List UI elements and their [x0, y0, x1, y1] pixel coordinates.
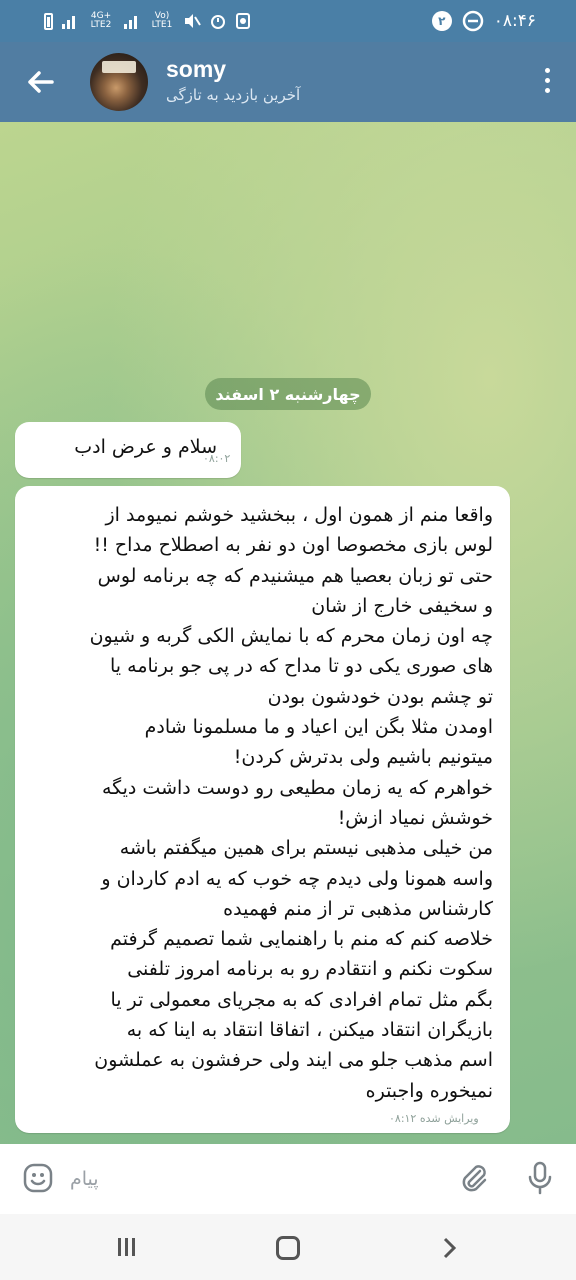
system-back-button[interactable]: [440, 1236, 460, 1264]
status-icons-left: [44, 9, 251, 33]
message-bubble[interactable]: [15, 486, 510, 1133]
message-time: ۰۸:۰۲: [203, 452, 231, 465]
more-vert-icon: [540, 68, 554, 93]
chat-background[interactable]: [0, 122, 576, 1144]
back-button[interactable]: [22, 64, 58, 100]
system-nav-bar: [0, 1214, 576, 1280]
message-text: واقعا منم از همون اول ، ببخشید خوشم نمیومد از لوس بازی مخصوصا اون دو نفر به اصطلاح مداح !! حتی تو زبان بعصیا هم میشنیدم که چه برنامه لوس و سخیفی خارج از شان چه اون زمان محرم که با نمایش الکی گربه و شیون های صوری یکی دو تا مداح که در پی جو برنامه یا تو چشم بودن خودشون بودن اومدن مثلا بگن این اعیاد و ما مسلمونا شادم میتونیم باشیم ولی بدترش کردن! خواهرم که یه زمان مطیعی رو دوست داشت دیگه خوشش نمیاد ازش! من خیلی مذهبی نیستم برای همین میگفتم باشه واسه همونا ولی دیدم چه خوب که یه ادم کاردان و کارشناس مذهبی تر از منم فهمیده خلاصه کنم که منم با راهنمایی شما تصمیم گرفتم سکوت نکنم و انتقادم رو به برنامه امروز تلفنی بگم مثل تمام افرادی که به مجریای معمولی تر یا بازیگران انتقاد میکنن ، اتفاقا انتقاد به اینا که به اسم مذهب جلو می ایند ولی حرفشون به عملشون نمیخوره واجبتره: [89, 504, 493, 1102]
attach-icon: [458, 1162, 490, 1194]
status-icons-right: [432, 9, 536, 33]
notification-badge: ۲: [432, 11, 452, 31]
recycle-icon: [235, 12, 251, 30]
voice-record-button[interactable]: [524, 1160, 556, 1196]
more-options-button[interactable]: [540, 68, 554, 98]
chat-header: [0, 42, 576, 122]
date-separator: چهارشنبه ۲ اسفند: [205, 378, 371, 410]
message-composer: [0, 1144, 576, 1214]
back-arrow-icon: [22, 64, 58, 100]
browser-icon: [462, 10, 484, 32]
contact-name[interactable]: somy: [166, 56, 227, 82]
home-button[interactable]: [276, 1236, 300, 1260]
mic-icon: [524, 1160, 556, 1196]
clock: ۰۸:۴۶: [493, 11, 536, 31]
last-seen-status: آخرین بازدید به تازگی: [166, 86, 301, 104]
emoji-button[interactable]: [22, 1162, 54, 1194]
status-bar: [0, 0, 576, 42]
message-text: سلام و عرض ادب: [74, 436, 217, 458]
network-label-1: 4G+ LTE2: [90, 11, 112, 30]
battery-icon: [44, 13, 53, 30]
network-label-2: Vo) LTE1: [151, 11, 173, 30]
mute-icon: [183, 13, 201, 29]
chevron-right-icon: [440, 1236, 460, 1260]
message-bubble[interactable]: [15, 422, 241, 478]
signal-icon-2: [123, 13, 141, 29]
message-input[interactable]: پیام: [70, 1168, 99, 1190]
signal-icon: [61, 13, 79, 29]
attach-button[interactable]: [458, 1162, 490, 1194]
emoji-icon: [22, 1162, 54, 1194]
message-edited-time: ویرایش شده ۰۸:۱۲: [389, 1112, 479, 1125]
recent-apps-icon: [116, 1236, 138, 1258]
avatar-caption-strip: [102, 61, 136, 73]
recent-apps-button[interactable]: [116, 1236, 138, 1262]
alarm-icon: [209, 12, 227, 30]
avatar[interactable]: [90, 53, 148, 111]
